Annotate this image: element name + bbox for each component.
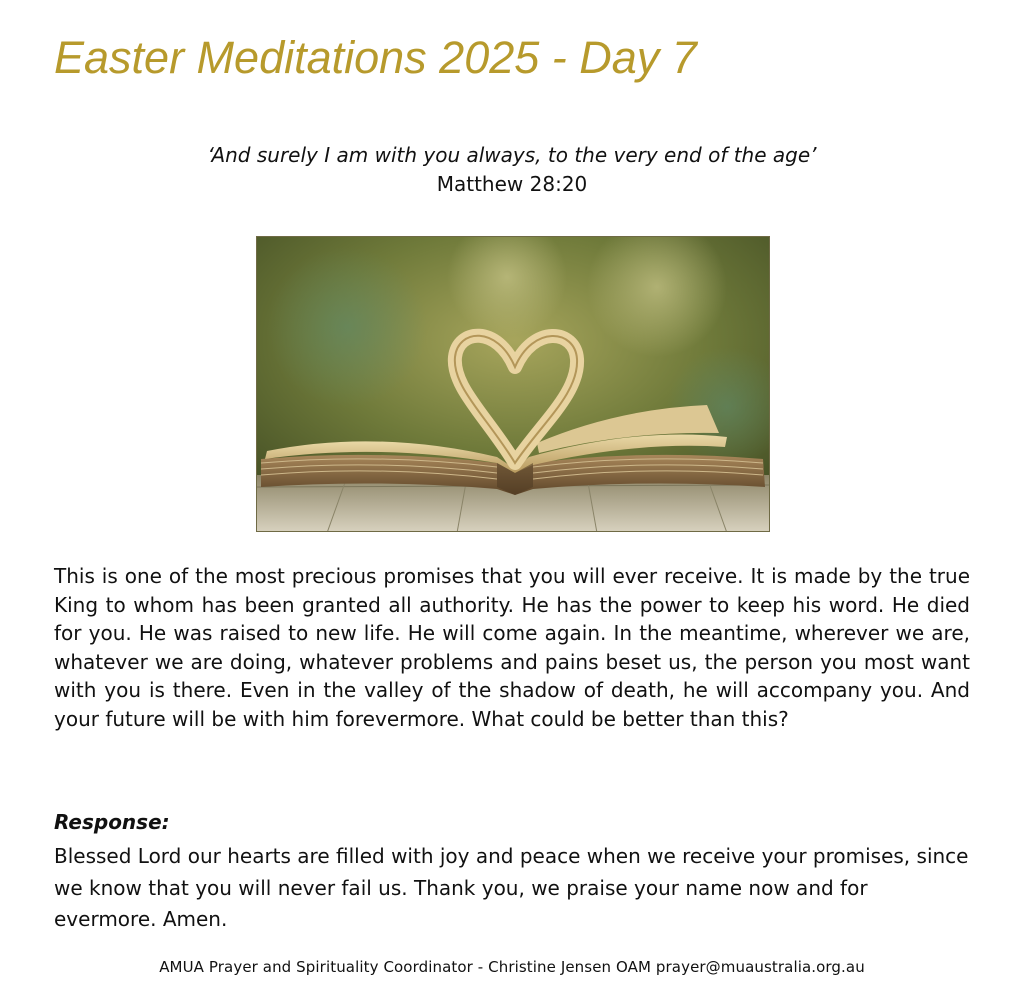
open-book-heart-illustration xyxy=(257,237,770,532)
page-title: Easter Meditations 2025 - Day 7 xyxy=(54,32,697,83)
verse-quote: ‘And surely I am with you always, to the very end of the age’ xyxy=(207,143,817,167)
footer-contact: AMUA Prayer and Spirituality Coordinator - Christine Jensen OAM prayer@muaustralia.org.au xyxy=(159,958,865,976)
response-heading: Response: xyxy=(54,810,170,834)
verse-reference: Matthew 28:20 xyxy=(436,172,588,196)
open-book-heart-image xyxy=(256,236,770,532)
meditation-paragraph: This is one of the most precious promises that you will ever receive. It is made by the true King to whom has been granted all authority. He has the power to keep his word. He died for you. He was raised to new life. He will come again. In the meantime, wherever we are, whatever we are doing, whatever problems and pains beset us, the person you most want with you is there. Even in the valley of the shadow of death, he will accompany you. And your future will be with him forevermore. What could be better than this? xyxy=(54,564,970,731)
scripture-verse xyxy=(0,141,1024,199)
response-prayer: Blessed Lord our hearts are filled with joy and peace when we receive your promises, since we know that you will never fail us. Thank you, we praise your name now and for evermore. Amen. xyxy=(54,844,969,931)
